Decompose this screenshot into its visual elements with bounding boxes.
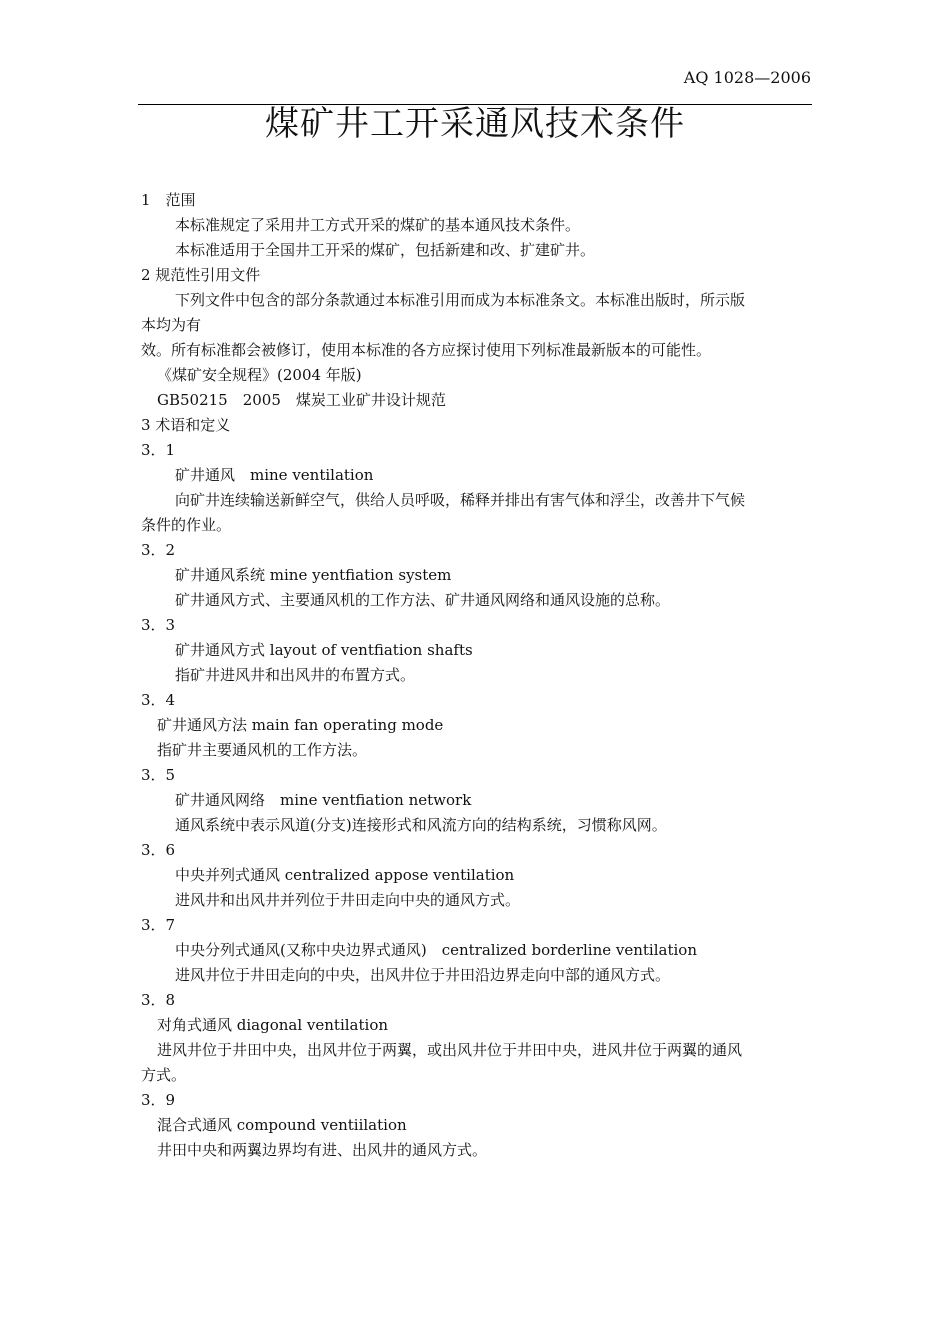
term-number: 3．7 — [141, 916, 176, 934]
reference-item: GB50215 2005 煤炭工业矿井设计规范 — [157, 391, 446, 409]
term-number: 3．1 — [141, 441, 176, 459]
term-definition: 矿井通风方式、主要通风机的工作方法、矿井通风网络和通风设施的总称。 — [175, 591, 671, 609]
term-definition-continuation: 方式。 — [141, 1066, 187, 1084]
term-definition: 指矿井主要通风机的工作方法。 — [157, 741, 368, 759]
paragraph-continuation: 本均为有 — [141, 316, 202, 334]
term-name: 矿井通风方法 main fan operating mode — [157, 716, 444, 734]
term-definition: 向矿井连续输送新鲜空气，供给人员呼吸，稀释并排出有害气体和浮尘，改善井下气候 — [175, 491, 746, 509]
paragraph-continuation: 效。所有标准都会被修订，使用本标准的各方应探讨使用下列标准最新版本的可能性。 — [141, 341, 712, 359]
reference-item: 《煤矿安全规程》(2004 年版) — [157, 366, 362, 384]
paragraph: 本标准规定了采用井工方式开采的煤矿的基本通风技术条件。 — [175, 216, 581, 234]
document-title: 煤矿井工开采通风技术条件 — [265, 104, 685, 144]
term-number: 3．3 — [141, 616, 176, 634]
section-heading-scope: 1 范围 — [141, 191, 196, 209]
term-definition: 进风井位于井田走向的中央，出风井位于井田沿边界走向中部的通风方式。 — [175, 966, 671, 984]
term-number: 3．4 — [141, 691, 176, 709]
term-name: 矿井通风 mine ventilation — [175, 466, 374, 484]
term-name: 矿井通风网络 mine ventfiation network — [175, 791, 472, 809]
term-number: 3．5 — [141, 766, 176, 784]
term-definition: 指矿井进风井和出风井的布置方式。 — [175, 666, 416, 684]
term-name: 矿井通风方式 layout of ventfiation shafts — [175, 641, 473, 659]
term-definition: 进风井和出风井并列位于井田走向中央的通风方式。 — [175, 891, 521, 909]
term-name: 中央分列式通风(又称中央边界式通风) centralized borderline ventilation — [175, 941, 697, 959]
term-name: 矿井通风系统 mine yentfiation system — [175, 566, 452, 584]
term-definition-continuation: 条件的作业。 — [141, 516, 232, 534]
standard-code: AQ 1028—2006 — [683, 68, 811, 87]
term-number: 3．8 — [141, 991, 176, 1009]
term-number: 3．9 — [141, 1091, 176, 1109]
section-heading-references: 2 规范性引用文件 — [141, 266, 261, 284]
section-heading-terms: 3 术语和定义 — [141, 416, 231, 434]
paragraph: 本标准适用于全国井工开采的煤矿，包括新建和改、扩建矿井。 — [175, 241, 596, 259]
paragraph: 下列文件中包含的部分条款通过本标准引用而成为本标准条文。本标准出版时，所示版 — [175, 291, 746, 309]
term-definition: 通风系统中表示风道(分支)连接形式和风流方向的结构系统，习惯称风网。 — [175, 816, 667, 834]
document-body — [141, 188, 812, 1163]
term-name: 混合式通风 compound ventiilation — [157, 1116, 407, 1134]
term-name: 对角式通风 diagonal ventilation — [157, 1016, 389, 1034]
term-definition: 进风井位于井田中央，出风井位于两翼，或出风井位于井田中央，进风井位于两翼的通风 — [157, 1041, 743, 1059]
term-name: 中央并列式通风 centralized appose ventilation — [175, 866, 515, 884]
term-number: 3．6 — [141, 841, 176, 859]
term-definition: 井田中央和两翼边界均有进、出风井的通风方式。 — [157, 1141, 488, 1159]
term-number: 3．2 — [141, 541, 176, 559]
